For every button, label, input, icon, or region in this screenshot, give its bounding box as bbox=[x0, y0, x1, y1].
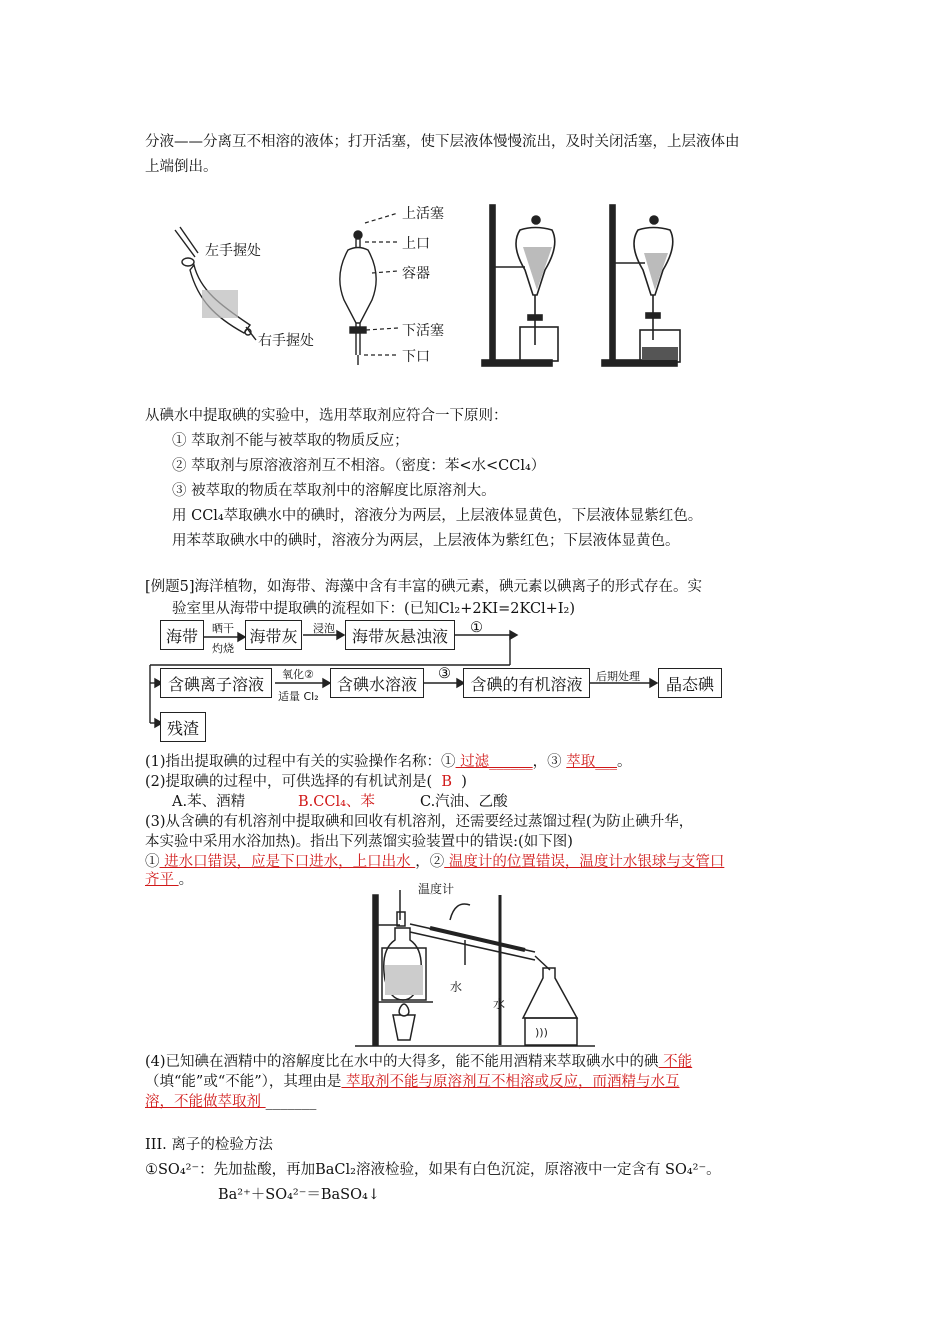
principle-5: 用苯萃取碘水中的碘时，溶液分为两层，上层液体为紫红色；下层液体显黄色。 bbox=[172, 533, 680, 549]
q2-end: ) bbox=[461, 774, 467, 790]
q4-row-3 bbox=[145, 1090, 316, 1111]
section-3-title: III. 离子的检验方法 bbox=[145, 1137, 273, 1153]
question-2 bbox=[145, 770, 467, 791]
flow-box-iodine-water: 含碘水溶液 bbox=[330, 668, 424, 698]
q4-reason-line-2: 溶，不能做萃取剂 bbox=[145, 1094, 266, 1110]
q3-answer-2-line-1: 温度计的位置错误，温度计水银球与支管口 bbox=[444, 854, 725, 870]
flow-box-crystal: 晶态碘 bbox=[658, 668, 722, 698]
separatory-funnel-figure bbox=[160, 195, 700, 385]
distillation-apparatus-figure bbox=[355, 880, 595, 1050]
q2-option-b: B.CCl₄、苯 bbox=[298, 794, 375, 810]
flow-label-soak: 浸泡 bbox=[313, 622, 335, 635]
question-1 bbox=[145, 750, 632, 771]
q3-mid: ，② bbox=[415, 854, 445, 870]
flow-box-organic-solution: 含碘的有机溶液 bbox=[463, 668, 590, 698]
q1-answer-3: 萃取___ bbox=[566, 754, 618, 770]
principle-2: ② 萃取剂与原溶液溶剂互不相溶。（密度：苯<水<CCl₄） bbox=[172, 458, 546, 474]
q3-end: 。 bbox=[178, 872, 194, 888]
q4-fill-hint: （填“能”或“不能”），其理由是 bbox=[145, 1074, 342, 1090]
funnel-on-stand-1 bbox=[482, 205, 558, 366]
flow-label-oxidize: 氧化② bbox=[282, 668, 314, 681]
q3-line-2: 本实验中采用水浴加热)。指出下列蒸馏实验装置中的错误:(如下图) bbox=[145, 834, 573, 850]
flow-box-residue: 残渣 bbox=[160, 712, 206, 742]
label-container: 容器 bbox=[402, 266, 430, 282]
flow-box-iodide-solution: 含碘离子溶液 bbox=[160, 668, 272, 698]
q4-row-1 bbox=[145, 1050, 692, 1071]
flow-label-step1: ① bbox=[470, 620, 483, 636]
labeled-funnel-drawing bbox=[340, 231, 376, 365]
flow-label-step3: ③ bbox=[438, 666, 451, 682]
q1-mid: ，③ bbox=[532, 754, 567, 770]
flow-label-cl2: 适量 Cl₂ bbox=[278, 690, 319, 703]
q1-end: 。 bbox=[617, 754, 632, 770]
q2-option-a: A.苯、酒精 bbox=[172, 794, 246, 810]
label-upper-mouth: 上口 bbox=[402, 236, 430, 252]
q4-answer: 不能 bbox=[658, 1054, 693, 1070]
section-3-item-1: ①SO₄²⁻：先加盐酸，再加BaCl₂溶液检验，如果有白色沉淀，原溶液中一定含有 SO₄²⁻。 bbox=[145, 1162, 721, 1178]
q1-prefix: (1)指出提取碘的过程中有关的实验操作名称：① bbox=[145, 754, 456, 770]
flow-box-haidai: 海带 bbox=[160, 620, 204, 650]
principle-4: 用 CCl₄萃取碘水中的碘时，溶液分为两层，上层液体显黄色，下层液体显紫红色。 bbox=[172, 508, 703, 524]
label-right-hand: 右手握处 bbox=[258, 333, 314, 349]
q4-reason-line-1: 萃取剂不能与原溶剂互不相溶或反应，而酒精与水互 bbox=[341, 1074, 680, 1090]
flow-label-burn: 灼烧 bbox=[212, 642, 234, 655]
label-upper-stopcock: 上活塞 bbox=[402, 206, 444, 222]
principle-1: ① 萃取剂不能与被萃取的物质反应； bbox=[172, 433, 409, 449]
label-left-hand: 左手握处 bbox=[205, 243, 261, 259]
label-thermometer: 温度计 bbox=[418, 882, 455, 896]
q3-line-1: (3)从含碘的有机溶剂中提取碘和回收有机溶剂，还需要经过蒸馏过程(为防止碘升华， bbox=[145, 814, 694, 830]
q2-answer: B bbox=[432, 774, 462, 790]
q4-blank: _______ bbox=[265, 1094, 317, 1110]
intro-line-2: 上端倒出。 bbox=[145, 159, 218, 175]
svg-text:))): ))) bbox=[535, 1026, 548, 1039]
q4-row-2 bbox=[145, 1070, 680, 1091]
flow-box-turbid: 海带灰悬浊液 bbox=[345, 620, 455, 650]
flow-label-post: 后期处理 bbox=[596, 670, 640, 683]
q3-answer-1: 进水口错误，应是下口进水，上口出水 bbox=[159, 854, 416, 870]
example-line-2: 验室里从海带中提取碘的流程如下：(已知Cl₂+2KI=2KCl+I₂) bbox=[172, 601, 576, 617]
q3-a1-prefix: ① bbox=[145, 854, 160, 870]
principles-heading: 从碘水中提取碘的实验中，选用萃取剂应符合一下原则： bbox=[145, 408, 508, 424]
intro-line-1: 分液——分离互不相溶的液体；打开活塞，使下层液体慢慢流出，及时关闭活塞，上层液体由 bbox=[145, 134, 740, 150]
q3-answer-row bbox=[145, 850, 724, 871]
q2-option-c: C.汽油、乙酸 bbox=[420, 794, 508, 810]
label-lower-mouth: 下口 bbox=[402, 349, 430, 365]
principle-3: ③ 被萃取的物质在萃取剂中的溶解度比原溶剂大。 bbox=[172, 483, 496, 499]
flow-label-dry: 晒干 bbox=[212, 622, 234, 635]
section-3-equation: Ba²⁺＋SO₄²⁻＝BaSO₄↓ bbox=[218, 1187, 380, 1203]
funnel-on-stand-2 bbox=[602, 205, 680, 366]
flow-box-ash: 海带灰 bbox=[245, 620, 302, 650]
q3-answer-row-2 bbox=[145, 868, 193, 889]
label-water-1: 水 bbox=[450, 980, 463, 994]
q1-answer-1: 过滤______ bbox=[455, 754, 533, 770]
label-water-2: 水 bbox=[493, 997, 506, 1011]
q2-prefix: (2)提取碘的过程中，可供选择的有机试剂是( bbox=[145, 774, 433, 790]
label-lower-stopcock: 下活塞 bbox=[402, 323, 444, 339]
example-line-1: [例题5]海洋植物，如海带、海藻中含有丰富的碘元素，碘元素以碘离子的形式存在。实 bbox=[145, 579, 703, 595]
q4-prefix: (4)已知碘在酒精中的溶解度比在水中的大得多，能不能用酒精来萃取碘水中的碘 bbox=[145, 1054, 659, 1070]
q3-answer-2-line-2: 齐平 bbox=[145, 872, 179, 888]
